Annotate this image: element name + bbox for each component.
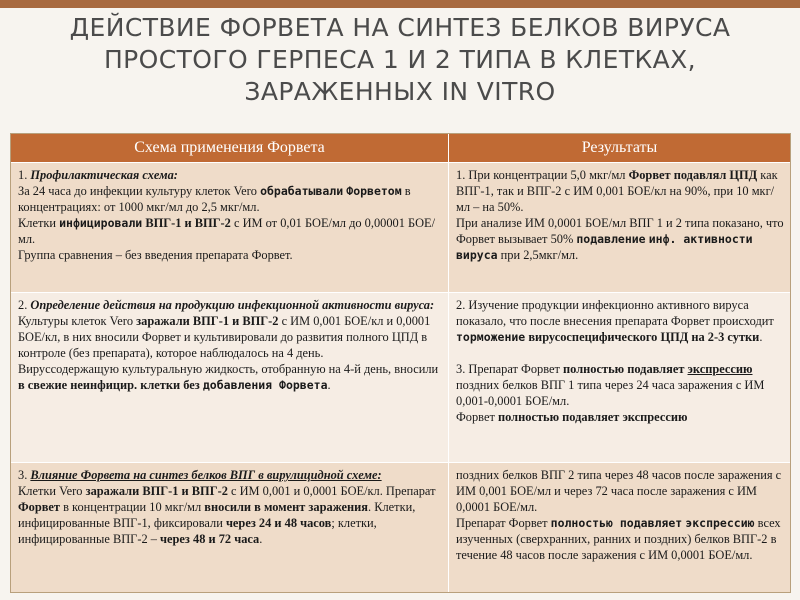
text-bold: в свежие неинфицир. клетки без [18,377,200,392]
text: в концентрации 10 мкг/мл [60,500,205,515]
text-bold: торможение [456,329,526,344]
text: . Клетки, инфицированные ВПГ-1, фиксировали [18,500,416,531]
text-bold: Форветом [346,184,402,198]
text: Препарат Форвет [456,516,551,531]
text: с ИМ 0,001 БОЕ/кл и 0,0001 БОЕ/кл, в них вносили Форвет и культивировали до развития полного ЦПД в контроле (без препарата), которое наблюдалось на 4 день. [18,313,431,360]
text-bold: Форвет подавлял ЦПД [628,168,758,182]
text-bold: через 48 и 72 часа [160,532,260,547]
text: при 2,5мкг/мл. [497,248,579,262]
text: Культуры клеток Vero [18,313,137,328]
text-bold: добавления Форвета [202,377,328,392]
text: За 24 часа до инфекции культуру клеток Vero [18,184,261,198]
text: с ИМ 0,001 и 0,0001 БОЕ/кл. Препарат [227,484,436,499]
slide-title: ДЕЙСТВИЕ ФОРВЕТА НА СИНТЕЗ БЕЛКОВ ВИРУСА ПРОСТОГО ГЕРПЕСА 1 И 2 ТИПА В КЛЕТКАХ, ЗАРАЖЕННЫХ IN VITRO [69,13,731,106]
text: в концентрациях: от 1000 мкг/мл до 2,5 мкг/мл. [18,184,411,214]
table-row [11,163,790,293]
table-row [11,463,790,592]
text: как ВПГ-1, так и ВПГ-2 с ИМ 0,001 БОЕ/кл на 90%, при 10 мкг/мл – на 50%. [456,168,778,214]
text-bold: подавление [576,232,646,246]
text-bold: обрабатывали [260,184,344,198]
text: . [259,532,263,547]
text-bold: экспрессию [685,516,755,531]
text-bold: полностью подавляет [563,361,685,376]
text: . [759,329,763,344]
text: . [327,377,331,392]
row2-results-cell [449,292,791,462]
text: ; клетки, инфицированные ВПГ-2 – [18,516,377,547]
text-bold: ВПГ-1 и ВПГ-2 [145,216,231,230]
scheme-heading: Определение действия на продукцию инфекционной активности вируса: [30,297,435,312]
text-bold: заражали ВПГ-1 и ВПГ-2 [136,313,279,328]
text: Вируссодержащую культуральную жидкость, отобранную на 4-й день, вносили [18,361,439,376]
results-table-container [10,133,791,593]
results-table [11,134,790,592]
row1-scheme-cell [11,163,449,293]
text: 1. [18,168,31,182]
row1-results-cell [449,163,791,293]
text: всех изученных (сверхранних, ранних и поздних) белков ВПГ-2 в течение 48 часов после заражения с ИМ 0,0001 БОЕ/мл. [456,516,781,563]
header-results: Результаты [449,134,791,163]
text-bold: полностью подавляет экспрессию [497,409,688,424]
header-scheme: Схема применения Форвета [11,134,449,163]
text: Группа сравнения – без введения препарата Форвет. [18,248,293,262]
text: Клетки [18,216,60,230]
text: поздних белков ВПГ 2 типа через 48 часов после заражения с ИМ 0,001 БОЕ/мл и через 72 часа после заражения с ИМ 0,0001 БОЕ/мл. [456,468,782,515]
text: 2. [18,297,31,312]
row2-scheme-cell [11,292,449,462]
text-bold: экспрессию [687,361,753,376]
text: 1. При концентрации 5,0 мкг/мл [456,168,629,182]
text-bold: вирусоспецифического ЦПД на 2-3 сутки [528,329,760,344]
text-bold: инфицировали [59,216,143,230]
row3-scheme-cell [11,463,449,592]
scheme-heading: Влияние Форвета на синтез белков ВПГ в вирулицидной схеме: [30,468,382,483]
text: Форвет [456,409,498,424]
text-bold: вносили в момент заражения [204,500,369,515]
text-bold: полностью подавляет [550,516,683,531]
text-bold: инф. активности вируса [456,232,753,262]
text-bold: через 24 и 48 часов [225,516,332,531]
text: 3. Препарат Форвет [456,361,564,376]
text-bold: Форвет [18,500,61,515]
table-header-row [11,134,790,163]
row3-results-cell [449,463,791,592]
top-accent-stripe [0,0,800,8]
text: 3. [18,468,31,483]
text-bold: заражали ВПГ-1 и ВПГ-2 [85,484,228,499]
text: При анализе ИМ 0,0001 БОЕ/мл ВПГ 1 и 2 типа показано, что Форвет вызывает 50% [456,216,784,246]
text: с ИМ от 0,01 БОЕ/мл до 0,00001 БОЕ/мл. [18,216,436,246]
text: поздних белков ВПГ 1 типа через 24 часа заражения с ИМ 0,001-0,0001 БОЕ/мл. [456,377,765,408]
text: Клетки Vero [18,484,86,499]
table-row [11,292,790,462]
text: 2. Изучение продукции инфекционно активного вируса показало, что после внесения препарата Форвет происходит [456,297,774,328]
scheme-heading: Профилактическая схема: [30,168,178,182]
